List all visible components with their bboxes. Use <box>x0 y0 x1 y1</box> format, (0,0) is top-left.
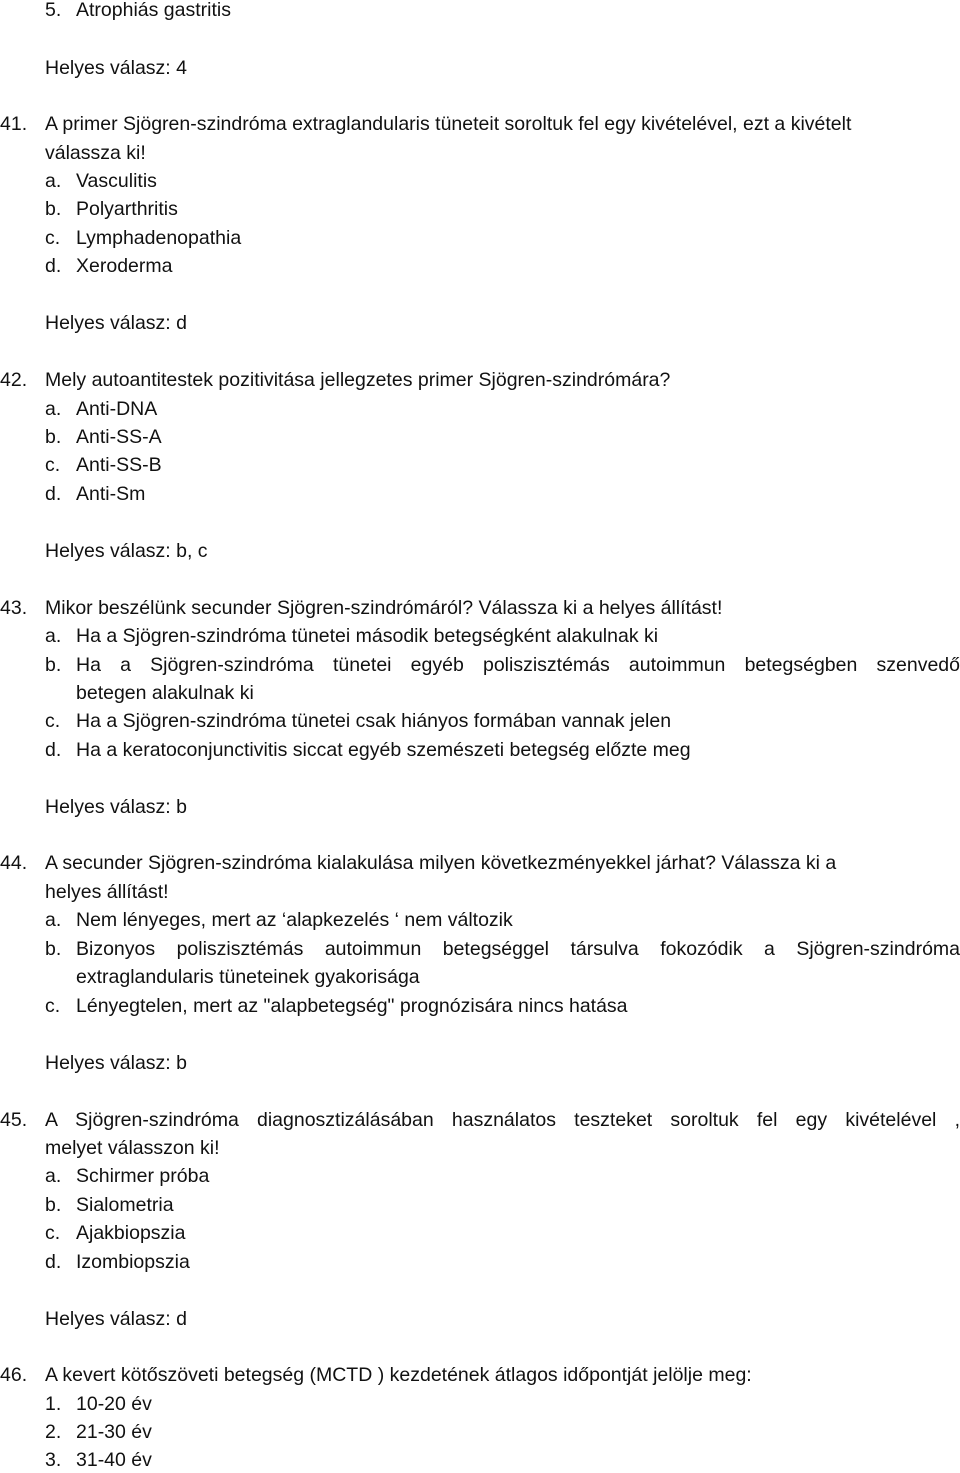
question-text: Mely autoantitestek pozitivitása jellegzetes primer Sjögren-szindrómára? <box>45 369 671 391</box>
question-text: Mikor beszélünk secunder Sjögren-szindrómáról? Válassza ki a helyes állítást! <box>45 597 723 619</box>
question-number: 43. <box>0 597 28 619</box>
question-number: 41. <box>0 113 28 135</box>
option-letter: 5. <box>45 0 62 21</box>
question-text: A primer Sjögren-szindróma extraglandularis tüneteit soroltuk fel egy kivételével, ezt a kivételt <box>45 113 852 135</box>
question-text: A kevert kötőszöveti betegség (MCTD ) kezdetének átlagos időpontját jelölje meg: <box>45 1364 752 1386</box>
question-number: 42. <box>0 369 28 391</box>
question-number: 45. <box>0 1109 28 1131</box>
question-text: A Sjögren-szindróma diagnosztizálásában használatos teszteket soroltuk fel egy kivételével , <box>45 1109 960 1131</box>
question-number: 44. <box>0 852 28 874</box>
question-text: A secunder Sjögren-szindróma kialakulása milyen következményekkel járhat? Válassza ki a <box>45 852 837 874</box>
question-number: 46. <box>0 1364 28 1386</box>
option-text: Atrophiás gastritis <box>76 0 231 21</box>
